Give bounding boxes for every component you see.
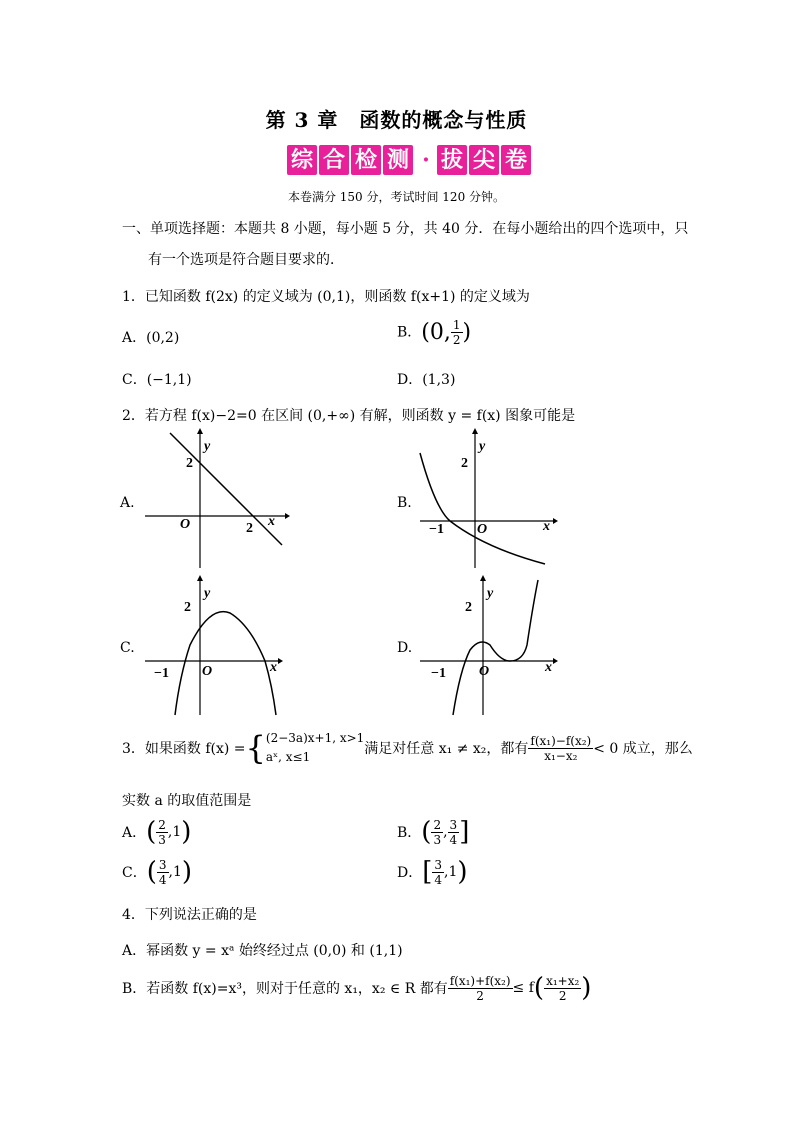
option-label: B． [397,324,422,341]
exam-note: 本卷满分 150 分，考试时间 120 分钟。 [287,190,506,204]
denominator: 3 [158,832,166,847]
y-label: y [487,586,494,601]
banner-char: 综 [287,145,317,175]
bracket-left: ( [146,817,157,847]
numerator: 3 [158,857,167,872]
y-axis-arrow [197,428,203,434]
numerator: x₁+x₂ [546,973,580,988]
q1-option-b [397,318,471,347]
y-label: y [204,439,211,454]
y-axis-arrow [197,575,203,581]
y-axis-arrow [472,428,478,434]
numerator: f(x₁)+f(x₂) [449,973,511,988]
paren-left: (0, [421,320,451,345]
fraction [431,818,443,847]
option-rest: ,1 [167,824,182,840]
option-label: D． [397,865,423,881]
denominator: 3 [433,832,442,847]
q1-option-d: D．(1,3) [397,372,456,388]
bracket-left: ( [146,857,157,887]
banner-char: 拔 [437,145,467,175]
stem-text: 3．如果函数 f(x) = [122,741,246,757]
x-label: x [270,660,277,675]
case-2: aˣ, x≤1 [265,750,311,764]
tick-label: 2 [184,600,191,615]
origin-label: O [180,517,191,532]
bracket-right: ) [181,857,193,887]
q2-label-c: C. [120,640,135,656]
banner-char: 测 [383,145,413,175]
q1-option-c: C．(−1,1) [122,372,192,388]
option-rest: ,1 [444,864,458,880]
denominator: 2 [558,988,567,1003]
graph-d [415,575,565,717]
denominator: 4 [158,872,167,887]
fraction [432,858,444,887]
stem-text: ≤ f [512,980,534,996]
x-axis-arrow [553,658,558,664]
x-axis-arrow [285,513,290,519]
option-label: B． [397,825,422,841]
fraction [448,974,513,1003]
graph-a [140,428,290,570]
numerator: 3 [434,857,443,872]
fraction [451,318,463,347]
banner-char: 合 [319,145,349,175]
question-2-stem: 2．若方程 f(x)−2=0 在区间 (0,+∞) 有解，则函数 y = f(x) 图象可能是 [122,408,576,424]
fraction [157,858,169,887]
q3-option-d [397,857,468,887]
banner-char: 检 [351,145,381,175]
tick-label: 2 [461,456,468,471]
option-rest: ,1 [168,864,182,880]
paren-right: ) [462,320,472,345]
q3-option-b [397,817,469,847]
tick-label: −1 [154,666,169,681]
question-1-stem: 1．已知函数 f(2x) 的定义域为 (0,1)，则函数 f(x+1) 的定义域为 [122,289,530,305]
q4-option-b [122,973,591,1003]
paren-right: ) [581,973,592,1003]
q2-label-b: B. [397,495,412,511]
question-4-stem: 4．下列说法正确的是 [122,907,257,923]
bracket-left: [ [422,857,433,887]
y-label: y [479,439,486,454]
x-label: x [543,519,550,534]
section-instruction: 一、单项选择题：本题共 8 小题，每小题 5 分，共 40 分．在每小题给出的四个选项中，只 [122,221,689,237]
q3-option-c [122,857,192,887]
option-label: C． [122,865,147,881]
q4-option-a: A．幂函数 y = xᵃ 始终经过点 (0,0) 和 (1,1) [122,943,403,959]
brace: { [245,729,266,767]
stem-text: 满足对任意 x₁ ≠ x₂，都有 [364,741,529,757]
bracket-right: ) [457,857,468,887]
page-title: 第 3 章 函数的概念与性质 [265,108,528,132]
curve [420,453,545,564]
tick-label: 2 [186,456,193,471]
origin-label: O [202,664,213,679]
banner [287,145,527,177]
banner-char: 卷 [501,145,531,175]
denominator: 2 [452,333,461,347]
stem-text: < 0 成立，那么 [593,741,693,757]
denominator: 2 [476,988,484,1003]
origin-label: O [477,522,488,537]
y-axis-arrow [480,575,486,581]
fraction [448,818,460,847]
denominator: 4 [449,832,458,847]
y-label: y [204,586,211,601]
option-label: A． [122,825,147,841]
q3-option-a [122,817,191,847]
bracket-right: ) [181,817,192,847]
fraction [528,734,593,763]
x-label: x [268,514,275,529]
x-axis-arrow [553,518,558,524]
option-rest: , [443,824,448,840]
banner-dot: · [422,147,430,173]
q2-label-d: D. [397,640,413,656]
q1-option-a: A．(0,2) [122,330,180,346]
numerator: 3 [449,817,458,832]
q2-label-a: A. [120,495,135,511]
graph-c [140,575,290,717]
numerator: 1 [452,318,461,332]
tick-label: −1 [429,522,444,537]
numerator: 2 [433,817,442,832]
fraction [544,974,581,1003]
piecewise-cases [266,729,364,767]
denominator: 4 [434,872,443,887]
origin-label: O [479,664,490,679]
stem-text: B．若函数 f(x)=x³，则对于任意的 x₁，x₂ ∈ R 都有 [122,981,448,997]
case-1: (2−3a)x+1, x>1 [265,731,365,745]
banner-char: 尖 [469,145,499,175]
section-instruction-cont: 有一个选项是符合题目要求的． [148,252,344,268]
paren-left: ( [533,973,545,1003]
denominator: x₁−x₂ [544,748,578,763]
numerator: f(x₁)−f(x₂) [530,733,592,748]
fraction [156,818,168,847]
x-axis-arrow [278,658,283,664]
bracket-left: ( [421,817,432,847]
question-3-stem [122,728,693,772]
tick-label: −1 [431,666,446,681]
tick-label: 2 [246,521,253,536]
graph-b [415,428,560,570]
numerator: 2 [158,817,166,832]
bracket-right: ] [459,817,470,847]
question-3-stem-cont: 实数 a 的取值范围是 [122,793,252,809]
x-label: x [545,660,552,675]
tick-label: 2 [465,600,472,615]
curve [175,612,276,715]
